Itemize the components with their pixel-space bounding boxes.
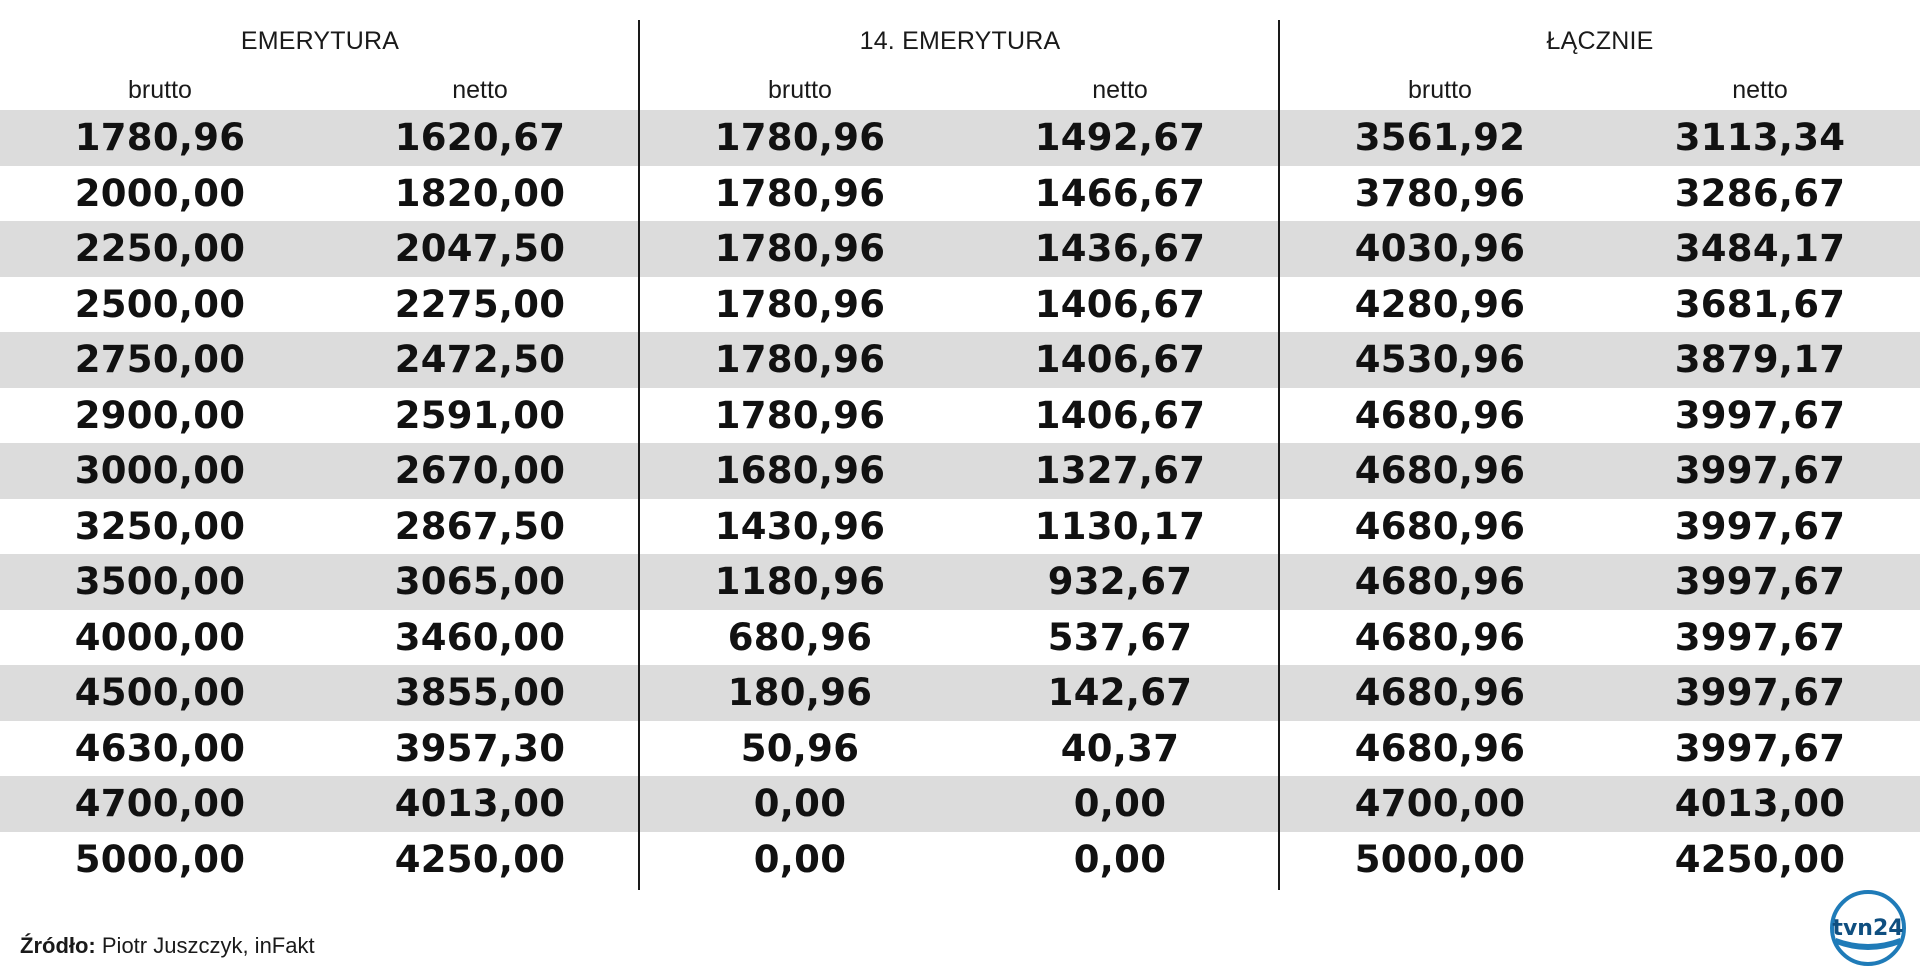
table-row	[0, 499, 1920, 555]
table-cell: 3460,00	[394, 615, 566, 659]
subheader-emerytura-netto: netto	[452, 75, 508, 104]
table-cell: 180,96	[727, 671, 873, 715]
table-cell: 4500,00	[74, 671, 246, 715]
source-note	[20, 933, 315, 959]
table-cell: 932,67	[1047, 560, 1193, 604]
table-cell: 3855,00	[394, 671, 566, 715]
header-emerytura: EMERYTURA	[240, 26, 400, 55]
table-cell: 1430,96	[714, 504, 886, 548]
table-cell: 1180,96	[714, 560, 886, 604]
table-cell: 5000,00	[1354, 837, 1526, 881]
table-cell: 1780,96	[74, 116, 246, 160]
table-cell: 1780,96	[714, 338, 886, 382]
table-cell: 0,00	[1073, 782, 1167, 826]
table-cell: 1406,67	[1034, 338, 1206, 382]
table-cell: 4700,00	[74, 782, 246, 826]
table-cell: 1780,96	[714, 393, 886, 437]
table-cell: 3113,34	[1674, 116, 1846, 160]
logo-text: tvn24	[1832, 916, 1904, 941]
table-cell: 4680,96	[1354, 615, 1526, 659]
subheader-emerytura-brutto: brutto	[128, 75, 192, 104]
table-cell: 537,67	[1047, 615, 1193, 659]
table-cell: 4013,00	[394, 782, 566, 826]
table-cell: 4250,00	[1674, 837, 1846, 881]
table-row	[0, 776, 1920, 832]
table-row	[0, 277, 1920, 333]
table-cell: 4680,96	[1354, 560, 1526, 604]
table-row	[0, 221, 1920, 277]
table-cell: 5000,00	[74, 837, 246, 881]
table-cell: 1466,67	[1034, 171, 1206, 215]
table-cell: 3957,30	[394, 726, 566, 770]
table-cell: 3879,17	[1674, 338, 1846, 382]
table-cell: 680,96	[727, 615, 873, 659]
data-table	[0, 110, 1920, 887]
table-cell: 3997,67	[1674, 726, 1846, 770]
subheader-14-emerytura-netto: netto	[1092, 75, 1148, 104]
table-cell: 2250,00	[74, 227, 246, 271]
table-cell: 4680,96	[1354, 504, 1526, 548]
table-cell: 3780,96	[1354, 171, 1526, 215]
table-cell: 2472,50	[394, 338, 566, 382]
header-lacznie: ŁĄCZNIE	[1546, 26, 1654, 55]
table-cell: 2867,50	[394, 504, 566, 548]
table-cell: 3997,67	[1674, 504, 1846, 548]
table-cell: 2591,00	[394, 393, 566, 437]
table-cell: 4250,00	[394, 837, 566, 881]
table-cell: 1436,67	[1034, 227, 1206, 271]
header-14-emerytura: 14. EMERYTURA	[859, 26, 1061, 55]
table-cell: 4680,96	[1354, 393, 1526, 437]
table-row	[0, 721, 1920, 777]
table-cell: 1406,67	[1034, 282, 1206, 326]
table-cell: 1620,67	[394, 116, 566, 160]
table-row	[0, 332, 1920, 388]
table-cell: 4680,96	[1354, 671, 1526, 715]
table-row	[0, 832, 1920, 888]
table-cell: 0,00	[753, 782, 847, 826]
table-cell: 3286,67	[1674, 171, 1846, 215]
table-cell: 4013,00	[1674, 782, 1846, 826]
table-cell: 4630,00	[74, 726, 246, 770]
table-cell: 2900,00	[74, 393, 246, 437]
table-cell: 142,67	[1047, 671, 1193, 715]
table-cell: 2000,00	[74, 171, 246, 215]
source-label: Źródło:	[20, 933, 96, 958]
table-cell: 1492,67	[1034, 116, 1206, 160]
table-cell: 1327,67	[1034, 449, 1206, 493]
subheader-14-emerytura-brutto: brutto	[768, 75, 832, 104]
table-row	[0, 166, 1920, 222]
table-row	[0, 388, 1920, 444]
table-row	[0, 110, 1920, 166]
table-cell: 3997,67	[1674, 615, 1846, 659]
table-cell: 3997,67	[1674, 560, 1846, 604]
table-cell: 3250,00	[74, 504, 246, 548]
column-divider	[638, 20, 640, 890]
table-cell: 3500,00	[74, 560, 246, 604]
table-cell: 4280,96	[1354, 282, 1526, 326]
table-row	[0, 443, 1920, 499]
table-row	[0, 554, 1920, 610]
subheader-lacznie-brutto: brutto	[1408, 75, 1472, 104]
table-cell: 3997,67	[1674, 449, 1846, 493]
table-cell: 1780,96	[714, 227, 886, 271]
table-cell: 2670,00	[394, 449, 566, 493]
table-cell: 4700,00	[1354, 782, 1526, 826]
table-cell: 50,96	[740, 726, 860, 770]
table-cell: 4530,96	[1354, 338, 1526, 382]
table-cell: 2275,00	[394, 282, 566, 326]
table-cell: 3561,92	[1354, 116, 1526, 160]
table-row	[0, 665, 1920, 721]
table-cell: 0,00	[1073, 837, 1167, 881]
table-cell: 3065,00	[394, 560, 566, 604]
table-cell: 2750,00	[74, 338, 246, 382]
table-cell: 3997,67	[1674, 671, 1846, 715]
column-divider	[1278, 20, 1280, 890]
table-cell: 1780,96	[714, 282, 886, 326]
table-cell: 3997,67	[1674, 393, 1846, 437]
table-cell: 1406,67	[1034, 393, 1206, 437]
table-cell: 4680,96	[1354, 449, 1526, 493]
tvn24-logo	[1828, 888, 1908, 968]
table-cell: 40,37	[1060, 726, 1180, 770]
table-row	[0, 610, 1920, 666]
table-cell: 1680,96	[714, 449, 886, 493]
table-cell: 1780,96	[714, 171, 886, 215]
table-cell: 2047,50	[394, 227, 566, 271]
table-cell: 2500,00	[74, 282, 246, 326]
table-cell: 0,00	[753, 837, 847, 881]
table-cell: 4680,96	[1354, 726, 1526, 770]
table-cell: 4000,00	[74, 615, 246, 659]
table-cell: 1820,00	[394, 171, 566, 215]
table-cell: 3484,17	[1674, 227, 1846, 271]
table-cell: 3000,00	[74, 449, 246, 493]
table-cell: 1780,96	[714, 116, 886, 160]
source-text: Piotr Juszczyk, inFakt	[95, 933, 315, 958]
subheader-lacznie-netto: netto	[1732, 75, 1788, 104]
table-cell: 1130,17	[1034, 504, 1206, 548]
table-cell: 3681,67	[1674, 282, 1846, 326]
table-cell: 4030,96	[1354, 227, 1526, 271]
